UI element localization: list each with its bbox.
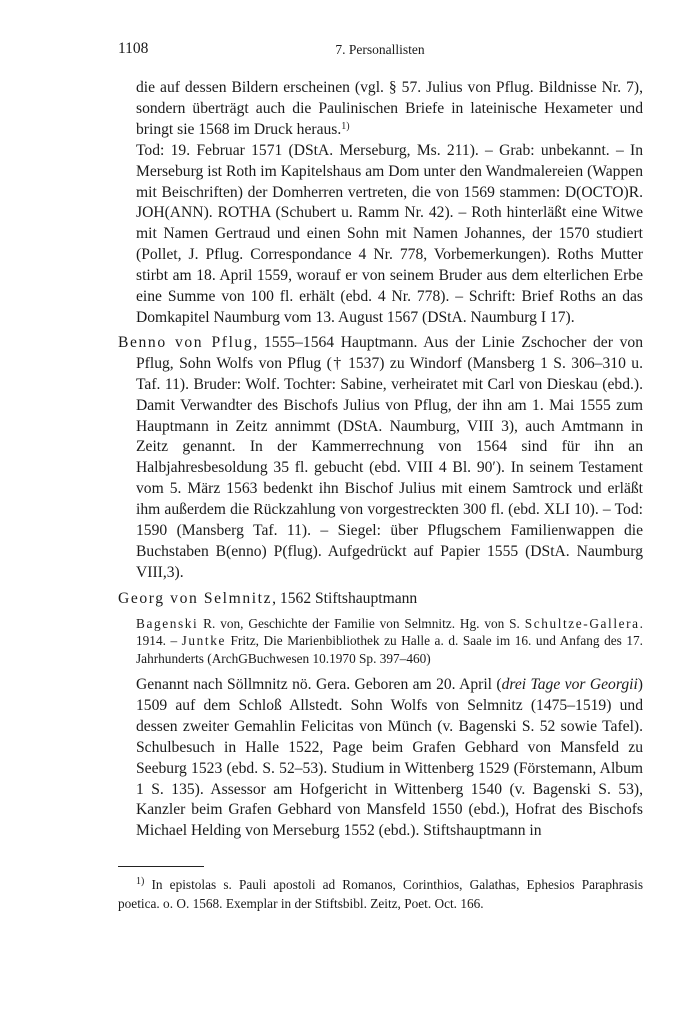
- entry-name-georg: Georg von Selmnitz: [118, 589, 273, 607]
- roth-death-paragraph: Tod: 19. Februar 1571 (DStA. Merseburg, Ms. 211). – Grab: unbekannt. – In Merseburg ist Roth im Kapitelshaus am Dom unter den Wandmalereien (Wappen mit Beischriften) der Domherren vertreten, die von 1569 stammen: D(OCTO)R. JOH(ANN). ROTHA (Schubert u. Ramm Nr. 42). – Roth hinterläßt eine Witwe mit Namen Gertraud und einen Sohn mit Namen Johannes, der 1570 studiert (Pollet, J. Pflug. Correspondance 4 Nr. 778, Vorbemerkungen). Roths Mutter stirbt am 18. April 1559, worauf er von seinem Bruder aus dem elterlichen Erbe eine Summe von 100 fl. erhält (ebd. 4 Nr. 778). – Schrift: Brief Roths an das Domkapitel Naumburg vom 13. August 1567 (DStA. Naumburg I 17).: [136, 141, 643, 326]
- entry-georg-von-selmnitz: [118, 589, 643, 610]
- footnote-text: In epistolas s. Pauli apostoli ad Romanos, Corinthios, Galathas, Ephesios Paraphrasis poetica. o. O. 1568. Exemplar in der Stiftsbibl. Zeitz, Poet. Oct. 166.: [118, 877, 643, 911]
- page-number: 1108: [118, 40, 149, 57]
- running-title: 7. Personallisten: [335, 42, 425, 57]
- page-header: [118, 40, 642, 62]
- footnote-mark-paren: ): [141, 876, 145, 887]
- lit-title-marienbibliothek: Fritz, Die Marienbibliothek zu Halle a. d. Saale im 16. und Anfang des 17. Jahrhunderts (ArchGBuchwesen 10.1970 Sp. 397–460): [136, 633, 643, 667]
- literature-block: [118, 615, 643, 668]
- roth-paragraph-continued: [118, 78, 643, 141]
- roth-text-1: die auf dessen Bildern erscheinen (vgl. § 57. Julius von Pflug. Bildnisse Nr. 7), sondern überträgt auch die Paulinischen Briefe in lateinische Hexameter und bringt sie 1568 im Druck heraus.: [136, 79, 643, 138]
- lit-author-bagenski: Bagenski: [136, 615, 199, 631]
- georg-italic-date: drei Tage vor Georgii: [501, 676, 638, 694]
- footnote-separator: [118, 866, 204, 867]
- georg-text-1: Genannt nach Söllmnitz nö. Gera. Geboren am 20. April (: [136, 676, 502, 694]
- footnote: [118, 876, 643, 913]
- footnote-ref-paren: ): [346, 120, 350, 132]
- lit-editor-schultze-gallera: Schultze-Gallera: [524, 615, 640, 631]
- entry-text-benno: , 1555–1564 Hauptmann. Aus der Linie Zschocher der von Pflug, Sohn Wolfs von Pflug († 1537) zu Windorf (Mansberg 1 S. 306–310 u. Taf. 11). Bruder: Wolf. Tochter: Sabine, verheiratet mit Carl von Dieskau (ebd.). Damit Verwandter des Bischofs Julius von Pflug, der ihn am 1. Mai 1555 zum Hauptmann in Zeitz annimmt (DStA. Naumburg, VIII 3), auch Amtmann in Zeitz genannt. In der Kammerrechnung von 1564 sind für ihn an Halbjahresbesoldung 35 fl. gebucht (ebd. VIII 4 Bl. 90′). In seinem Testament vom 5. März 1563 bedenkt ihn Bischof Julius mit einem Samtrock und erläßt ihm außerdem die Rückzahlung von vorgestreckten 300 fl. (ebd. XLI 10). – Tod: 1590 (Mansberg Taf. 11). – Siegel: über Pflugschem Familienwappen die Buchstaben B(enno) P(flug). Aufgedrückt auf Papier 1555 (DStA. Naumburg VIII,3).: [136, 333, 643, 581]
- footnote-ref: [341, 121, 349, 132]
- entry-title-georg: , 1562 Stiftshauptmann: [272, 589, 418, 607]
- lit-author-juntke: Juntke: [181, 633, 226, 649]
- main-text: [118, 78, 643, 842]
- georg-text-2: ) 1509 auf dem Schloß Allstedt. Sohn Wolfs von Selmnitz (1475–1519) und dessen zweiter Gemahlin Felicitas von Münch (v. Bagenski S. 52 sowie Tafel). Schulbesuch in Halle 1522, Page beim Grafen Gebhard von Mansfeld zu Seeburg 1523 (ebd. S. 52–53). Studium in Wittenberg 1529 (Förstemann, Album 1 S. 135). Assessor am Hofgericht in Wittenberg 1540 (v. Bagenski S. 53), Kanzler beim Grafen Gebhard von Mansfeld 1550 (ebd.), Hofrat des Bischofs Michael Helding von Merseburg 1552 (ebd.). Stiftshauptmann in: [136, 676, 643, 840]
- entry-benno-von-pflug: [118, 333, 643, 584]
- footnote-ref-number: 1: [341, 120, 347, 132]
- footnote-mark-number: 1: [136, 876, 141, 887]
- lit-year: . 1914. –: [136, 615, 643, 649]
- lit-title-selmnitz: R. von, Geschichte der Familie von Selmnitz. Hg. von S.: [198, 615, 525, 631]
- georg-biography: [118, 675, 643, 842]
- entry-name-benno: Benno von Pflug: [118, 333, 254, 351]
